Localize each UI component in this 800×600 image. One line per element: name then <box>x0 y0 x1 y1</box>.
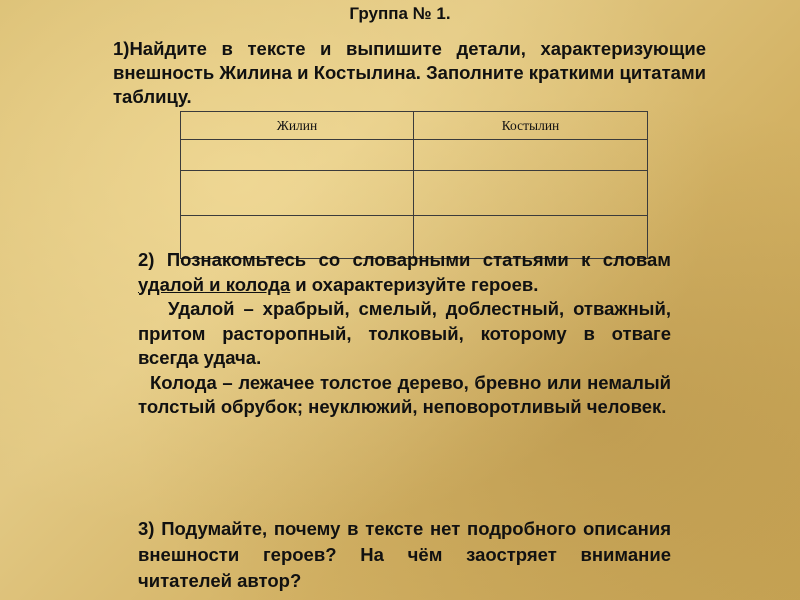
task-2-block <box>138 248 671 420</box>
quotes-table-container <box>180 111 648 259</box>
quotes-table <box>180 111 648 259</box>
task-3-text: 3) Подумайте, почему в тексте нет подробного описания внешности героев? На чём заостряет внимание читателей автор? <box>138 518 671 591</box>
definition-udaloy: Удалой – храбрый, смелый, доблестный, отважный, притом расторопный, толковый, которому в отваге всегда удача. <box>138 298 671 368</box>
task-2-intro-start: 2) Познакомьтесь со словарными статьями к словам <box>138 249 671 270</box>
word-udaloy: удалой <box>138 273 205 295</box>
word-koloda: колода <box>225 273 291 295</box>
header-kostylin: Костылин <box>414 112 648 140</box>
task-2-intro <box>138 248 671 297</box>
header-zhilin: Жилин <box>181 112 414 140</box>
group-title: Группа № 1. <box>349 4 451 23</box>
definition-koloda: Колода – лежачее толстое дерево, бревно или немалый толстый обрубок; неуклюжий, неповоротливый человек. <box>138 371 671 417</box>
table-cell <box>181 140 414 171</box>
table-row <box>181 171 648 215</box>
table-cell <box>181 171 414 215</box>
task-2-intro-end: и охарактеризуйте героев. <box>290 273 539 295</box>
table-header-row <box>181 112 648 140</box>
word-conjunction: и <box>204 273 226 295</box>
task-1-text: 1)Найдите в тексте и выпишите детали, характеризующие внешность Жилина и Костылина. Заполните краткими цитатами таблицу. <box>113 38 706 107</box>
table-cell <box>414 140 648 171</box>
table-row <box>181 140 648 171</box>
table-cell <box>414 171 648 215</box>
